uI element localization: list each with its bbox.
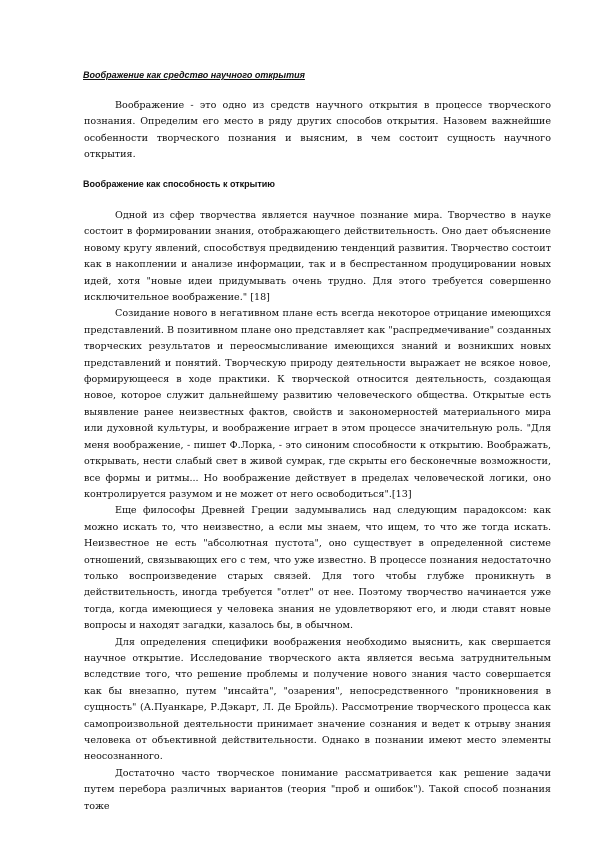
body-paragraph: Еще философы Древней Греции задумывались над следующим парадоксом: как можно искать то, что неизвестно, а если мы знаем, что ищем, то что же тогда искать. Неизвестное не есть "абсолютная пустота", оно существует в определенной системе отношений, связывающих его с тем, что уже известно. В процессе познания недостаточно только воспроизведение старых связей. Для того чтобы глубже проникнуть в действительность, иногда требуется "отлет" от нее. Поэтому творчество начинается уже тогда, когда имеющиеся у человека знания не удовлетворяют его, и люди ставят новые вопросы и находят загадки, казалось бы, в обычном.	[84, 505, 551, 632]
intro-block	[84, 98, 551, 164]
body-text	[84, 208, 551, 815]
body-paragraph: Созидание нового в негативном плане есть всегда некоторое отрицание имеющихся представлений. В позитивном плане оно представляет как "распредмечивание" созданных творческих результатов и переосмысливание имеющихся знаний и возникших новых представлений и понятий. Творческую природу деятельности выражает не всякое новое, формирующееся в ходе практики. К творческой относится деятельность, создающая новое, которое служит дальнейшему развитию человеческого общества. Открытые есть выявление ранее неизвестных фактов, свойств и закономерностей материального мира или духовной культуры, и воображение играет в этом процессе значительную роль. "Для меня воображение, - пишет Ф.Лорка, - это синоним способности к открытию. Воображать, открывать, нести слабый свет в живой сумрак, где скрыты его бесконечные возможности, все формы и ритмы... Но воображение действует в пределах человеческой логики, оно контролируется разумом и не может от него освободиться".[13]	[84, 308, 551, 500]
body-paragraph: Достаточно часто творческое понимание рассматривается как решение задачи путем перебора различных вариантов (теория "проб и ошибок"). Такой способ познания тоже	[84, 767, 551, 812]
section-subtitle-imagination-as-ability: Воображение как способность к открытию	[83, 179, 275, 189]
body-paragraph: Одной из сфер творчества является научное познание мира. Творчество в науке состоит в формировании знания, отображающего действительность. Оно дает объяснение новому кругу явлений, способствуя предвидению тенденций развития. Творчество состоит как в накоплении и анализе информации, так и в беспрестанном продуцировании новых идей, хотя "новые идеи придумывать очень трудно. Для этого требуется совершенно исключительное воображение." [18]	[84, 210, 551, 304]
intro-paragraph: Воображение - это одно из средств научного открытия в процессе творческого познания. Определим его место в ряду других способов открытия. Назовем важнейшие особенности творческого познания и выясним, в чем состоит сущность научного открытия.	[84, 100, 551, 161]
body-paragraph: Для определения специфики воображения необходимо выяснить, как свершается научное открытие. Исследование творческого акта является весьма затруднительным вследствие того, что решение проблемы и получение нового знания часто совершается как бы внезапно, путем "инсайта", "озарения", непосредственного "проникновения в сущность" (А.Пуанкаре, Р.Дэкарт, Л. Де Бройль). Рассмотрение творческого процесса как самопроизвольной деятельности принимает значение сознания и ведет к отрыву знания человека от объективной действительности. Однако в познании имеют место элементы неосознанного.	[84, 636, 551, 763]
section-title-imagination-as-means: Воображение как средство научного открытия	[83, 70, 305, 80]
